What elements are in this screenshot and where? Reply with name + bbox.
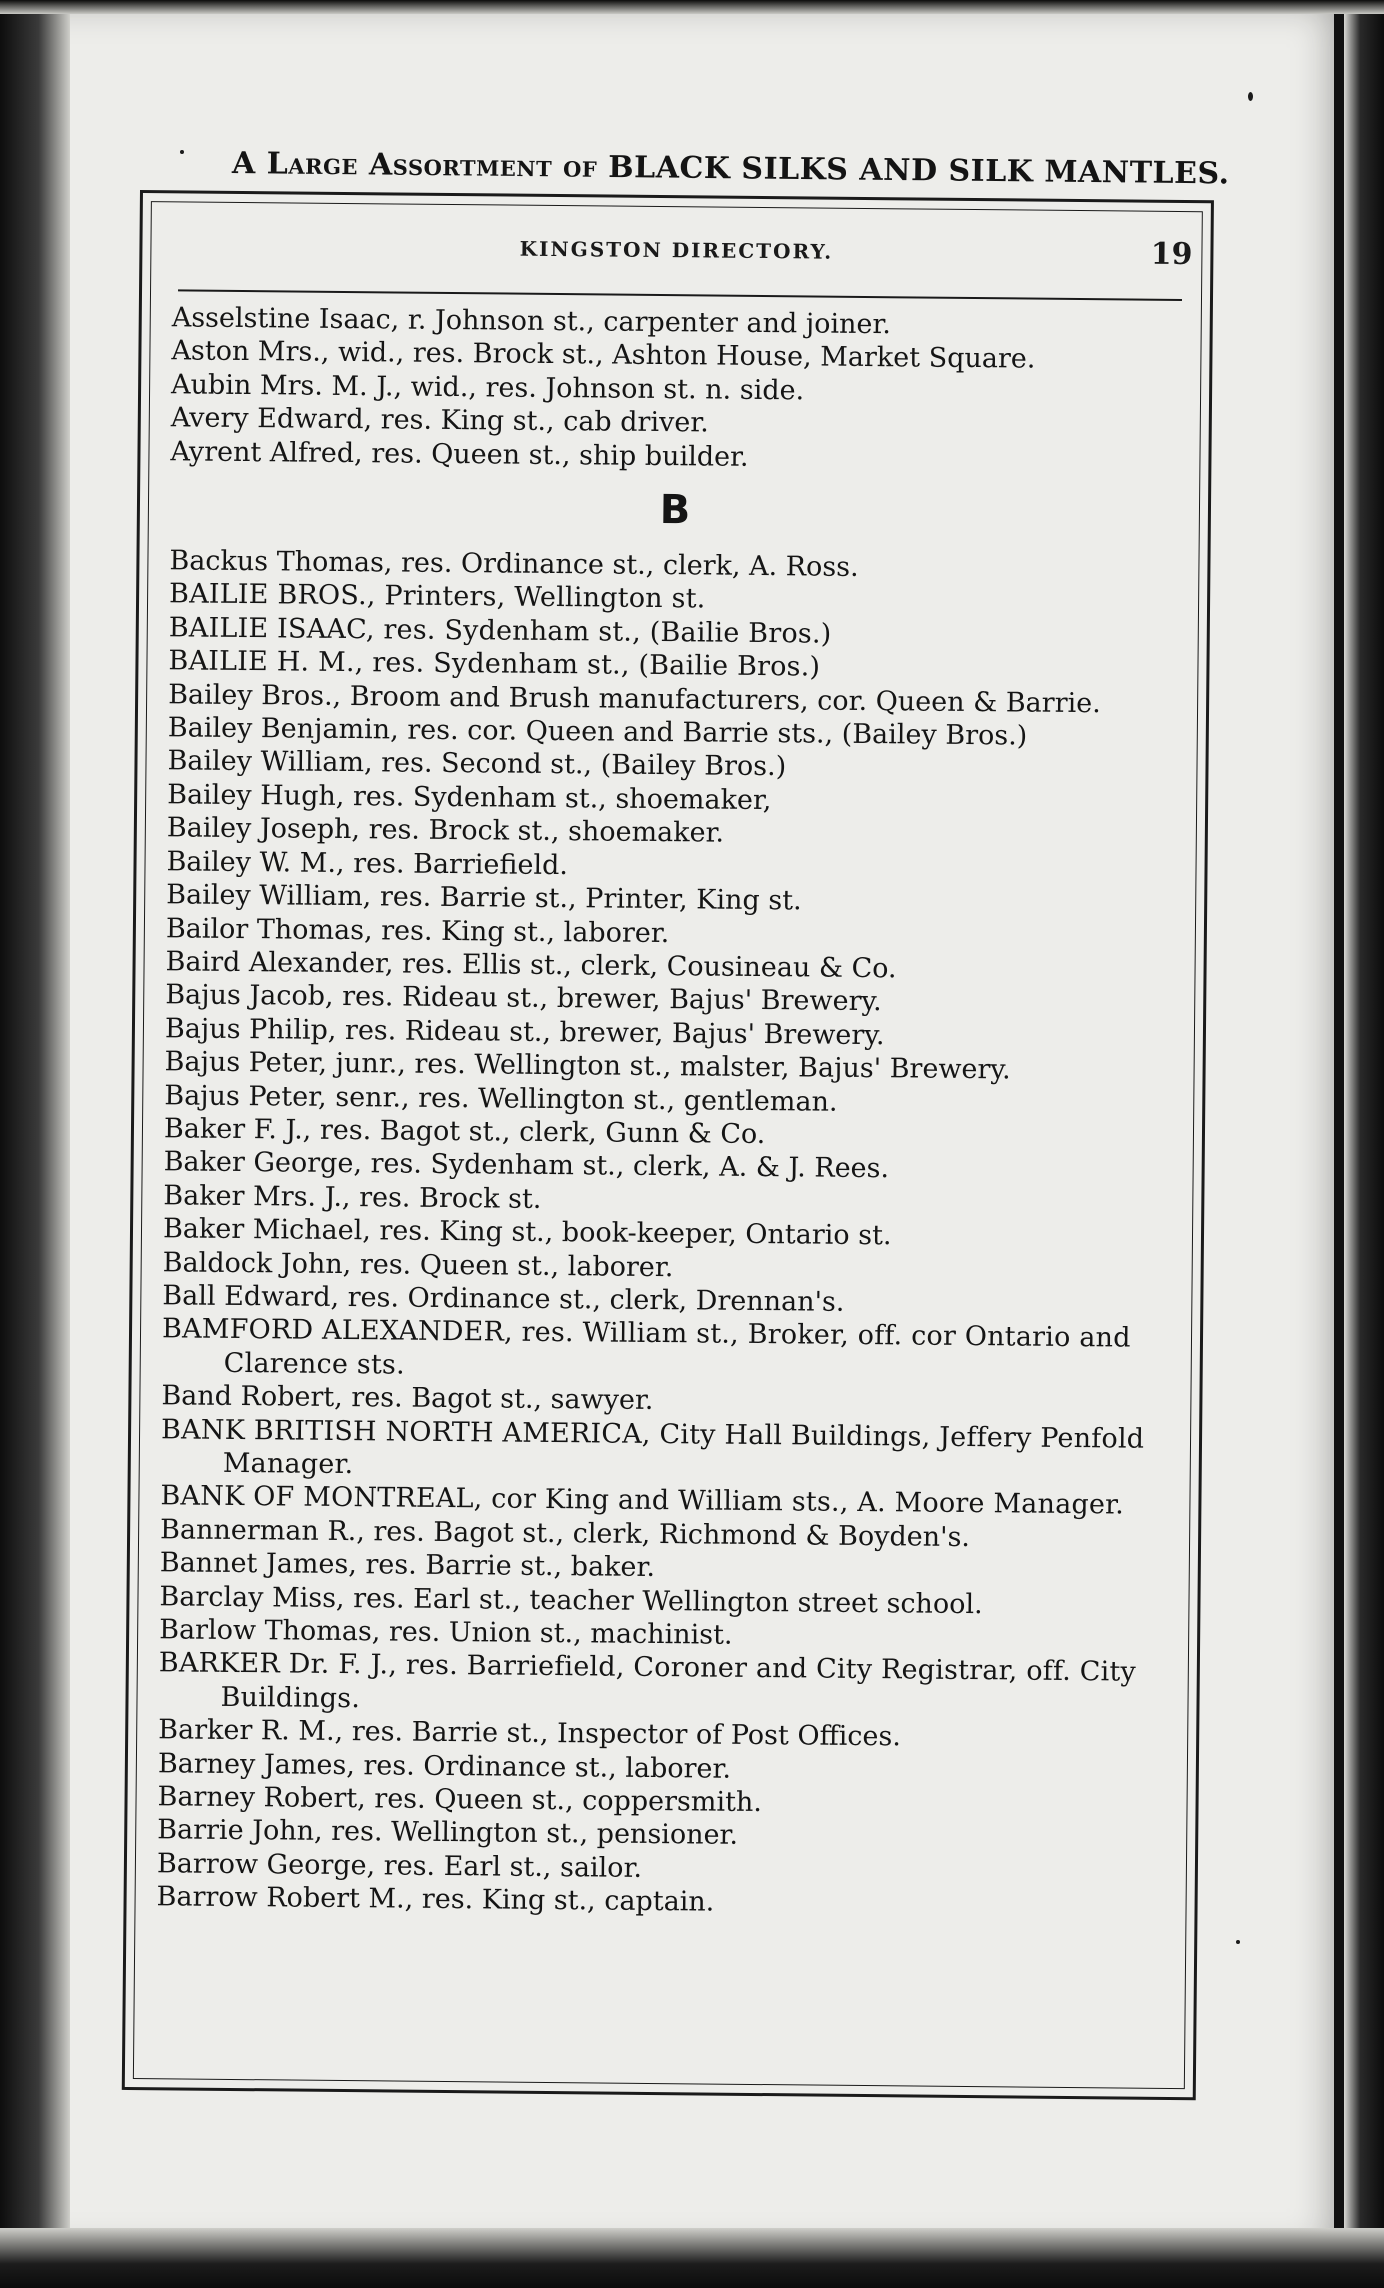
- directory-entry: Avery Edward, res. King st., cab driver.: [170, 402, 709, 439]
- directory-entry: BANK OF MONTREAL, cor King and William sts., A. Moore Manager.: [160, 1480, 1125, 1521]
- directory-entry: Ball Edward, res. Ordinance st., clerk, Drennan's.: [162, 1280, 845, 1318]
- directory-entry: Bajus Peter, senr., res. Wellington st., gentleman.: [164, 1079, 838, 1118]
- directory-entry: Bajus Jacob, res. Rideau st., brewer, Bajus' Brewery.: [165, 979, 882, 1018]
- directory-entry: Backus Thomas, res. Ordinance st., clerk, A. Ross.: [169, 545, 859, 583]
- directory-entry: Barney James, res. Ordinance st., laborer.: [157, 1747, 732, 1785]
- advert-small-caps: Large Assortment of: [266, 146, 598, 185]
- directory-entry: Barker R. M., res. Barrie st., Inspector of Post Offices.: [158, 1714, 902, 1753]
- directory-entry: Aston Mrs., wid., res. Brock st., Ashton House, Market Square.: [171, 335, 1036, 376]
- directory-entry: BAILIE BROS., Printers, Wellington st.: [168, 578, 706, 615]
- directory-entry: Baker George, res. Sydenham st., clerk, A. & J. Rees.: [163, 1146, 890, 1185]
- directory-entry: Barrow Robert M., res. King st., captain.: [156, 1881, 715, 1918]
- directory-entry: Baker Michael, res. King st., book-keeper, Ontario st.: [162, 1213, 892, 1252]
- directory-entry: Barclay Miss, res. Earl st., teacher Wellington street school.: [159, 1580, 983, 1620]
- ink-speck: [1236, 1940, 1240, 1944]
- directory-entry: Barrie John, res. Wellington st., pensioner.: [157, 1814, 739, 1852]
- scan-shadow-bottom: [0, 2228, 1384, 2288]
- ink-speck: [1248, 92, 1253, 101]
- directory-entry: BAILIE ISAAC, res. Sydenham st., (Bailie Bros.): [168, 612, 832, 650]
- directory-entry: Baldock John, res. Queen st., laborer.: [162, 1246, 674, 1283]
- directory-entry: Barney Robert, res. Queen st., coppersmith.: [157, 1781, 763, 1819]
- directory-entry: Bailey Joseph, res. Brock st., shoemaker.: [166, 812, 725, 849]
- directory-entry: Bailor Thomas, res. King st., laborer.: [165, 912, 670, 949]
- directory-entry: Bannerman R., res. Bagot st., clerk, Richmond & Boyden's.: [159, 1514, 971, 1553]
- directory-entry: Bailey Hugh, res. Sydenham st., shoemaker,: [167, 779, 772, 816]
- directory-entry: Ayrent Alfred, res. Queen st., ship builder.: [170, 435, 749, 473]
- directory-entry: Bailey William, res. Second st., (Bailey Bros.): [167, 745, 787, 783]
- directory-entry: Band Robert, res. Bagot st., sawyer.: [161, 1380, 654, 1417]
- directory-entry: Aubin Mrs. M. J., wid., res. Johnson st. n. side.: [170, 369, 805, 407]
- directory-entry: Barrow George, res. Earl st., sailor.: [156, 1848, 643, 1884]
- directory-entry: Baker Mrs. J., res. Brock st.: [163, 1180, 542, 1215]
- scan-shadow-top: [0, 0, 1384, 14]
- directory-entry: Bailey Benjamin, res. cor. Queen and Barrie sts., (Bailey Bros.): [167, 712, 1028, 752]
- directory-entry: BAMFORD ALEXANDER, res. William st., Broker, off. cor Ontario and Clarence sts.: [161, 1313, 1131, 1381]
- page-frame: [122, 190, 1214, 2100]
- directory-entries: [156, 301, 1181, 1923]
- section-letter: B: [659, 487, 691, 534]
- directory-entry: Bannet James, res. Barrie st., baker.: [159, 1547, 656, 1584]
- ink-speck: [180, 150, 184, 154]
- directory-entry: Baker F. J., res. Bagot st., clerk, Gunn & Co.: [163, 1113, 766, 1150]
- advert-emphasis: BLACK SILKS AND SILK MANTLES.: [608, 149, 1230, 192]
- page-number: 19: [1150, 236, 1193, 273]
- directory-entry: BANK BRITISH NORTH AMERICA, City Hall Buildings, Jeffery Penfold Manager.: [160, 1413, 1145, 1481]
- directory-entry: BARKER Dr. F. J., res. Barriefield, Coroner and City Registrar, off. City Buildings.: [158, 1647, 1137, 1715]
- directory-entry: Bajus Peter, junr., res. Wellington st., malster, Bajus' Brewery.: [164, 1046, 1011, 1086]
- directory-entry: Barlow Thomas, res. Union st., machinist.: [159, 1614, 733, 1651]
- directory-entry: BAILIE H. M., res. Sydenham st., (Bailie Bros.): [168, 645, 821, 683]
- directory-entry: Bailey William, res. Barrie st., Printer, King st.: [166, 879, 802, 917]
- directory-entry: Bajus Philip, res. Rideau st., brewer, Bajus' Brewery.: [164, 1012, 885, 1051]
- directory-entry: Bailey Bros., Broom and Brush manufacturers, cor. Queen & Barrie.: [168, 678, 1101, 719]
- scan-shadow-left: [0, 0, 70, 2288]
- advert-prefix: A: [231, 146, 256, 182]
- directory-entry: Bailey W. M., res. Barriefield.: [166, 845, 569, 881]
- directory-entry: Asselstine Isaac, r. Johnson st., carpenter and joiner.: [171, 302, 892, 341]
- running-head: KINGSTON DIRECTORY.: [519, 236, 834, 264]
- directory-entry: Baird Alexander, res. Ellis st., clerk, Cousineau & Co.: [165, 946, 897, 985]
- scan-shadow-right: [1344, 0, 1384, 2288]
